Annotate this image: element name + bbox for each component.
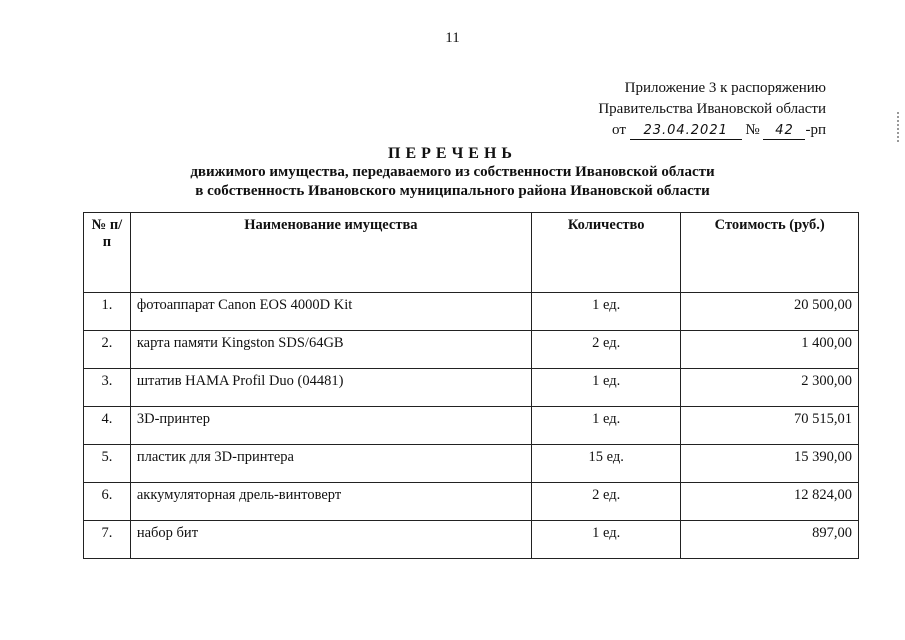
handwritten-date: 23.04.2021	[630, 123, 742, 140]
cell-no: 5.	[84, 445, 131, 483]
header-no: № п/п	[84, 213, 131, 293]
cell-cost: 20 500,00	[681, 293, 859, 331]
page-number: 11	[445, 30, 460, 46]
table-row	[84, 331, 859, 369]
cell-name: аккумуляторная дрель-винтоверт	[130, 483, 531, 521]
appendix-line-2: Правительства Ивановской области	[598, 101, 826, 117]
table-row	[84, 407, 859, 445]
cell-qty: 2 ед.	[531, 483, 681, 521]
table-row	[84, 445, 859, 483]
number-suffix: -рп	[805, 122, 826, 138]
cell-qty: 2 ед.	[531, 331, 681, 369]
cell-qty: 1 ед.	[531, 293, 681, 331]
title-line-2: в собственность Ивановского муниципального района Ивановской области	[195, 183, 710, 199]
handwritten-number: 42	[763, 123, 805, 140]
cell-cost: 1 400,00	[681, 331, 859, 369]
cell-cost: 2 300,00	[681, 369, 859, 407]
property-table	[83, 212, 859, 559]
cell-no: 2.	[84, 331, 131, 369]
appendix-line-3	[598, 120, 826, 141]
cell-name: фотоаппарат Canon EOS 4000D Kit	[130, 293, 531, 331]
table-row	[84, 521, 859, 559]
table-row	[84, 369, 859, 407]
cell-name: 3D-принтер	[130, 407, 531, 445]
cell-no: 3.	[84, 369, 131, 407]
cell-name: пластик для 3D-принтера	[130, 445, 531, 483]
table-row	[84, 293, 859, 331]
header-name: Наименование имущества	[130, 213, 531, 293]
cell-qty: 15 ед.	[531, 445, 681, 483]
cell-name: штатив HAMA Profil Duo (04481)	[130, 369, 531, 407]
cell-cost: 15 390,00	[681, 445, 859, 483]
cell-cost: 897,00	[681, 521, 859, 559]
cell-qty: 1 ед.	[531, 407, 681, 445]
cell-cost: 12 824,00	[681, 483, 859, 521]
appendix-block	[598, 78, 826, 141]
cell-no: 6.	[84, 483, 131, 521]
cell-name: карта памяти Kingston SDS/64GB	[130, 331, 531, 369]
appendix-line-1: Приложение 3 к распоряжению	[624, 80, 826, 96]
cell-qty: 1 ед.	[531, 521, 681, 559]
table-header-row	[84, 213, 859, 293]
cell-no: 1.	[84, 293, 131, 331]
table-row	[84, 483, 859, 521]
cell-no: 4.	[84, 407, 131, 445]
cell-name: набор бит	[130, 521, 531, 559]
title-heading: ПЕРЕЧЕНЬ	[388, 145, 517, 162]
number-label: №	[745, 122, 760, 138]
header-cost: Стоимость (руб.)	[681, 213, 859, 293]
from-label: от	[612, 122, 626, 138]
header-qty: Количество	[531, 213, 681, 293]
cell-qty: 1 ед.	[531, 369, 681, 407]
cell-cost: 70 515,01	[681, 407, 859, 445]
cell-no: 7.	[84, 521, 131, 559]
document-title	[0, 144, 905, 201]
margin-mark	[897, 112, 905, 142]
title-line-1: движимого имущества, передаваемого из собственности Ивановской области	[190, 164, 715, 180]
